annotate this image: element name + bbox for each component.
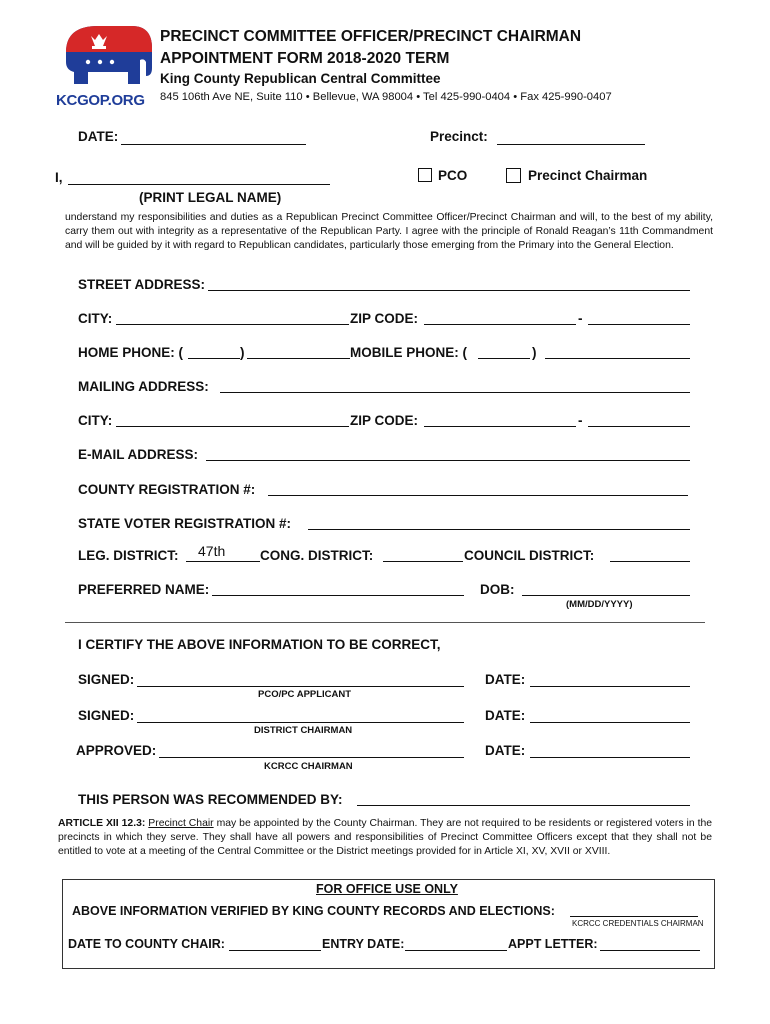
print-legal-name-label: (PRINT LEGAL NAME) — [139, 190, 282, 205]
district-date-field[interactable] — [530, 722, 690, 723]
verified-label: ABOVE INFORMATION VERIFIED BY KING COUNTY RECORDS AND ELECTIONS: — [72, 904, 555, 918]
email-address-label: E-MAIL ADDRESS: — [78, 447, 199, 462]
form-title-line2: APPOINTMENT FORM 2018-2020 TERM — [160, 50, 450, 67]
certify-statement: I CERTIFY THE ABOVE INFORMATION TO BE CORRECT, — [78, 637, 441, 652]
org-name: King County Republican Central Committee — [160, 71, 441, 86]
zip-code-field[interactable] — [424, 324, 576, 325]
appt-letter-field[interactable] — [600, 950, 700, 951]
date-to-county-chair-field[interactable] — [229, 950, 321, 951]
mailing-address-field[interactable] — [220, 392, 690, 393]
article-paragraph — [58, 817, 712, 860]
home-phone-area-field[interactable] — [188, 358, 240, 359]
mailing-zip-dash: - — [578, 413, 583, 428]
mailing-zip-code-label: ZIP CODE: — [350, 413, 419, 428]
applicant-signature-field[interactable] — [137, 686, 464, 687]
mailing-address-label: MAILING ADDRESS: — [78, 379, 209, 394]
precinct-label: Precinct: — [430, 129, 488, 144]
state-voter-registration-label: STATE VOTER REGISTRATION #: — [78, 516, 292, 531]
mobile-phone-area-field[interactable] — [478, 358, 530, 359]
applicant-date-field[interactable] — [530, 686, 690, 687]
city-field[interactable] — [116, 324, 349, 325]
form-title-line1: PRECINCT COMMITTEE OFFICER/PRECINCT CHAIRMAN — [160, 28, 582, 45]
elephant-logo-icon — [58, 22, 154, 98]
mailing-zip-extension-field[interactable] — [588, 426, 690, 427]
legal-name-field[interactable] — [68, 184, 330, 185]
article-text: may be appointed by the County Chairman. They are not required to be residents or registered voters in the precincts in which they serve. They shall have all powers and responsibilities of Precinct Committee Officers except that they shall not be entitled to vote at a meeting of the Central Committee or the District meetings provided for in Article XI, XV, XVII or XVIII. — [58, 818, 713, 858]
dob-label: DOB: — [480, 582, 515, 597]
pco-label: PCO — [438, 168, 468, 183]
pco-checkbox[interactable] — [418, 168, 432, 182]
mailing-zip-code-field[interactable] — [424, 426, 576, 427]
preferred-name-field[interactable] — [212, 595, 464, 596]
precinct-field[interactable] — [497, 144, 645, 145]
kcrcc-chairman-signature-field[interactable] — [159, 757, 464, 758]
precinct-chairman-label: Precinct Chairman — [528, 168, 648, 183]
section-divider — [65, 622, 705, 623]
date-field[interactable] — [121, 144, 306, 145]
mobile-phone-paren: ) — [532, 345, 537, 360]
verified-field[interactable] — [570, 916, 698, 917]
zip-code-label: ZIP CODE: — [350, 311, 419, 326]
county-registration-field[interactable] — [268, 495, 688, 496]
mailing-city-label: CITY: — [78, 413, 113, 428]
org-address: 845 106th Ave NE, Suite 110 • Bellevue, WA 98004 • Tel 425-990-0404 • Fax 425-990-0407 — [160, 91, 612, 103]
street-address-field[interactable] — [208, 290, 690, 291]
cong-district-label: CONG. DISTRICT: — [260, 548, 374, 563]
i-label: I, — [55, 170, 63, 185]
email-address-field[interactable] — [206, 460, 690, 461]
zip-dash: - — [578, 311, 583, 326]
applicant-date-label: DATE: — [485, 672, 526, 687]
recommended-by-label: THIS PERSON WAS RECOMMENDED BY: — [78, 792, 343, 807]
preferred-name-label: PREFERRED NAME: — [78, 582, 210, 597]
council-district-field[interactable] — [610, 561, 690, 562]
appt-letter-label: APPT LETTER: — [508, 937, 598, 951]
mailing-city-field[interactable] — [116, 426, 349, 427]
city-label: CITY: — [78, 311, 113, 326]
entry-date-label: ENTRY DATE: — [322, 937, 405, 951]
article-link: Precinct Chair — [148, 818, 214, 829]
recommended-by-field[interactable] — [357, 805, 690, 806]
kcgop-logo — [58, 22, 154, 112]
date-label: DATE: — [78, 129, 119, 144]
dob-format-hint: (MM/DD/YYYY) — [566, 599, 633, 610]
leg-district-field — [186, 561, 260, 562]
leg-district-label: LEG. DISTRICT: — [78, 548, 179, 563]
home-phone-label: HOME PHONE: ( — [78, 345, 184, 360]
leg-district-value[interactable]: 47th — [198, 543, 226, 559]
home-phone-paren: ) — [240, 345, 245, 360]
date-to-county-chair-label: DATE TO COUNTY CHAIR: — [68, 937, 225, 951]
intro-paragraph: understand my responsibilities and duties as a Republican Precinct Committee Officer/Precinct Chairman and will, to the best of my ability, carry them out with integrity as a representative of the Republican Party. I agree with the principle of Ronald Reagan’s 11th Commandment and will be guided by it with regard to Republican candidates, particularly those emerging from the Primary into the General Election. — [65, 212, 713, 252]
approved-date-field[interactable] — [530, 757, 690, 758]
precinct-chairman-checkbox[interactable] — [506, 168, 521, 183]
signed-applicant-label: SIGNED: — [78, 672, 135, 687]
district-chairman-signature-field[interactable] — [137, 722, 464, 723]
credentials-caption: KCRCC CREDENTIALS CHAIRMAN — [572, 919, 704, 928]
state-voter-registration-field[interactable] — [308, 529, 690, 530]
district-chairman-caption: DISTRICT CHAIRMAN — [254, 725, 353, 736]
entry-date-field[interactable] — [405, 950, 507, 951]
zip-extension-field[interactable] — [588, 324, 690, 325]
logo-text: KCGOP.ORG — [56, 92, 145, 109]
mobile-phone-label: MOBILE PHONE: ( — [350, 345, 467, 360]
street-address-label: STREET ADDRESS: — [78, 277, 206, 292]
pco-pc-applicant-caption: PCO/PC APPLICANT — [258, 689, 352, 700]
kcrcc-chairman-caption: KCRCC CHAIRMAN — [264, 761, 353, 772]
approved-label: APPROVED: — [76, 743, 157, 758]
article-label: ARTICLE XII 12.3: — [58, 818, 146, 829]
district-date-label: DATE: — [485, 708, 526, 723]
county-registration-label: COUNTY REGISTRATION #: — [78, 482, 256, 497]
cong-district-field[interactable] — [383, 561, 463, 562]
home-phone-field[interactable] — [247, 358, 350, 359]
mobile-phone-field[interactable] — [545, 358, 690, 359]
signed-district-label: SIGNED: — [78, 708, 135, 723]
office-use-title: FOR OFFICE USE ONLY — [316, 882, 458, 896]
council-district-label: COUNCIL DISTRICT: — [464, 548, 595, 563]
approved-date-label: DATE: — [485, 743, 526, 758]
dob-field[interactable] — [522, 595, 690, 596]
